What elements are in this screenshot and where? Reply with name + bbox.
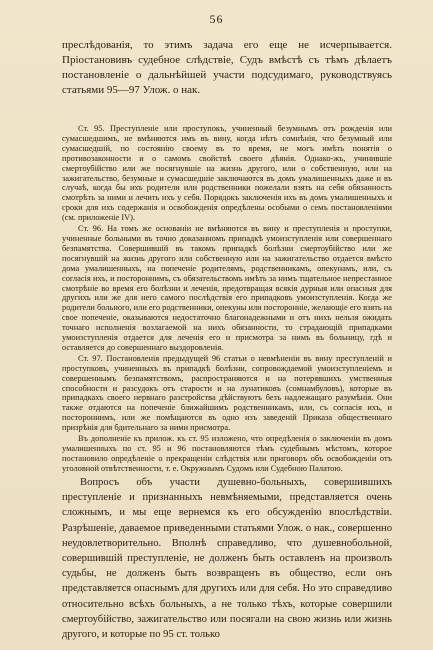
page-number: 56 — [209, 12, 224, 26]
closing-paragraph: Вопросъ объ участи душевно-больныхъ, совершившихъ преступленіе и признанныхъ невмѣняемыми, представляется очень сложнымъ, и мы еще вернемся къ его обсужденію впослѣдствіи. Разрѣшеніе, даваемое приведенными статьями Улож. о нак., совершенно неудовлетворительно. Вполнѣ справедливо, что душевнобольной, совершившій преступленіе, не долженъ быть оставленъ на произволъ судьбы, не долженъ быть возвращенъ въ общество, если онъ представляется опаснымъ для другихъ или для себя. Но это справедливо относительно всѣхъ больныхъ, а не только тѣхъ, которые совершили смертоубійство, зажигательство или посягали на свою жизнь или жизнь другого, и которые по 95 ст. только — [62, 477, 392, 641]
intro-paragraph: преслѣдованія, то этимъ задача его еще не исчерпывается. Пріостановивъ судебное слѣдствіе, Судъ вмѣстѣ съ тѣмъ дѣлаетъ постановленіе о дальнѣйшей участи подсудимаго, руководствуясь статьями 95—97 Улож. о нак. — [62, 39, 392, 96]
article-addendum: Въ дополненіе къ прилож. къ ст. 95 изложено, что опредѣленія о заключеніи въ домъ умалишенныхъ по ст. 95 и 96 постановляются тѣмъ судебнымъ мѣстомъ, которое постановило опредѣленіе о прекращеніи слѣдствія или приговоръ объ освобожденіи отъ уголовной отвѣтственности, т. е. Окружнымъ Судомъ или Судебною Палатою. — [62, 434, 392, 473]
law-articles — [62, 124, 392, 475]
article-95: Ст. 95. Преступленіе или проступокъ, учиненный безумнымъ отъ рожденія или сумасшедшимъ, не вмѣняются имъ въ вину, когда нѣтъ сомнѣнія, что безумный или сумасшедшій, по состоянію своему въ то время, не могъ имѣть понятія о противозаконности и о самомъ свойствѣ своего дѣянія. Однако-жъ, учинившіе смертоубійство или же посягнувшіе на жизнь другого, или о собственную, или на зажигательство, безумные и сумасшедшіе заключаются въ домъ умалишенныхъ даже и въ случаѣ, когда бы ихъ родители или родственники пожелали взять на себя обязанность смотрѣть за ними и лечить ихъ у себя. Порядокъ заключенія ихъ въ домъ умалишенныхъ и сроки для ихъ содержанія и освобожденія опредѣлены особыми о семъ постановленіями (см. приложеніе IV). — [62, 124, 392, 223]
article-96: Ст. 96. На томъ же основаніи не вмѣняются въ вину и преступленія и проступки, учиненные больными въ точно доказанномъ припадкѣ умоизступленія или совершеннаго безпамятства. Совершившій въ такомъ припадкѣ болѣзни смертоубійство или же посягнувшій на жизнь другого или собственную или на зажигательство отдается вмѣсто дома умалишенныхъ, на попеченіе родителямъ, родственникамъ, опекунамъ, или, съ согласія ихъ, и постороннимъ, съ обязательствомъ имѣть за нимъ тщательное непрестанное смотрѣніе во время его болѣзни и леченія, предотвращая всякія дурныя или опасныя для другихъ или же для него самого послѣдствія его припадковъ умоизступленія. Когда же родители больного, или его родственники, опекуны или посторонніе, желающіе его взять на свое попеченіе, оказываются недостаточно благонадежными и отъ нихъ нельзя ожидать точнаго исполненія возлагаемой на нихъ обязанности, то страдающій припадками умоизступленія отдается для леченія его и присмотра за нимъ въ больницу, гдѣ и оставляется до совершеннаго выздоровленія. — [62, 224, 392, 352]
article-97: Ст. 97. Постановленія предыдущей 96 статьи о невмѣненіи въ вину преступленій и проступковъ, учиненныхъ въ припадкѣ болѣзни, сопровождаемой умоизступленіемъ и совершеннымъ безпамятствомъ, распространяются и на потерявшихъ умственныя способности и разсудокъ отъ старости и на лунатиковъ (сомнамбуловъ), которые въ припадкахъ своего нервнаго разстройства дѣйствуютъ безъ надлежащаго разумѣнія. Они также отдаются на попеченіе ближайшимъ родственникамъ, или, съ согласія ихъ, и постороннимъ, или же помѣщаются въ одно изъ заведеній Приказа общественнаго призрѣнія для бдительнаго за ними присмотра. — [62, 353, 392, 433]
